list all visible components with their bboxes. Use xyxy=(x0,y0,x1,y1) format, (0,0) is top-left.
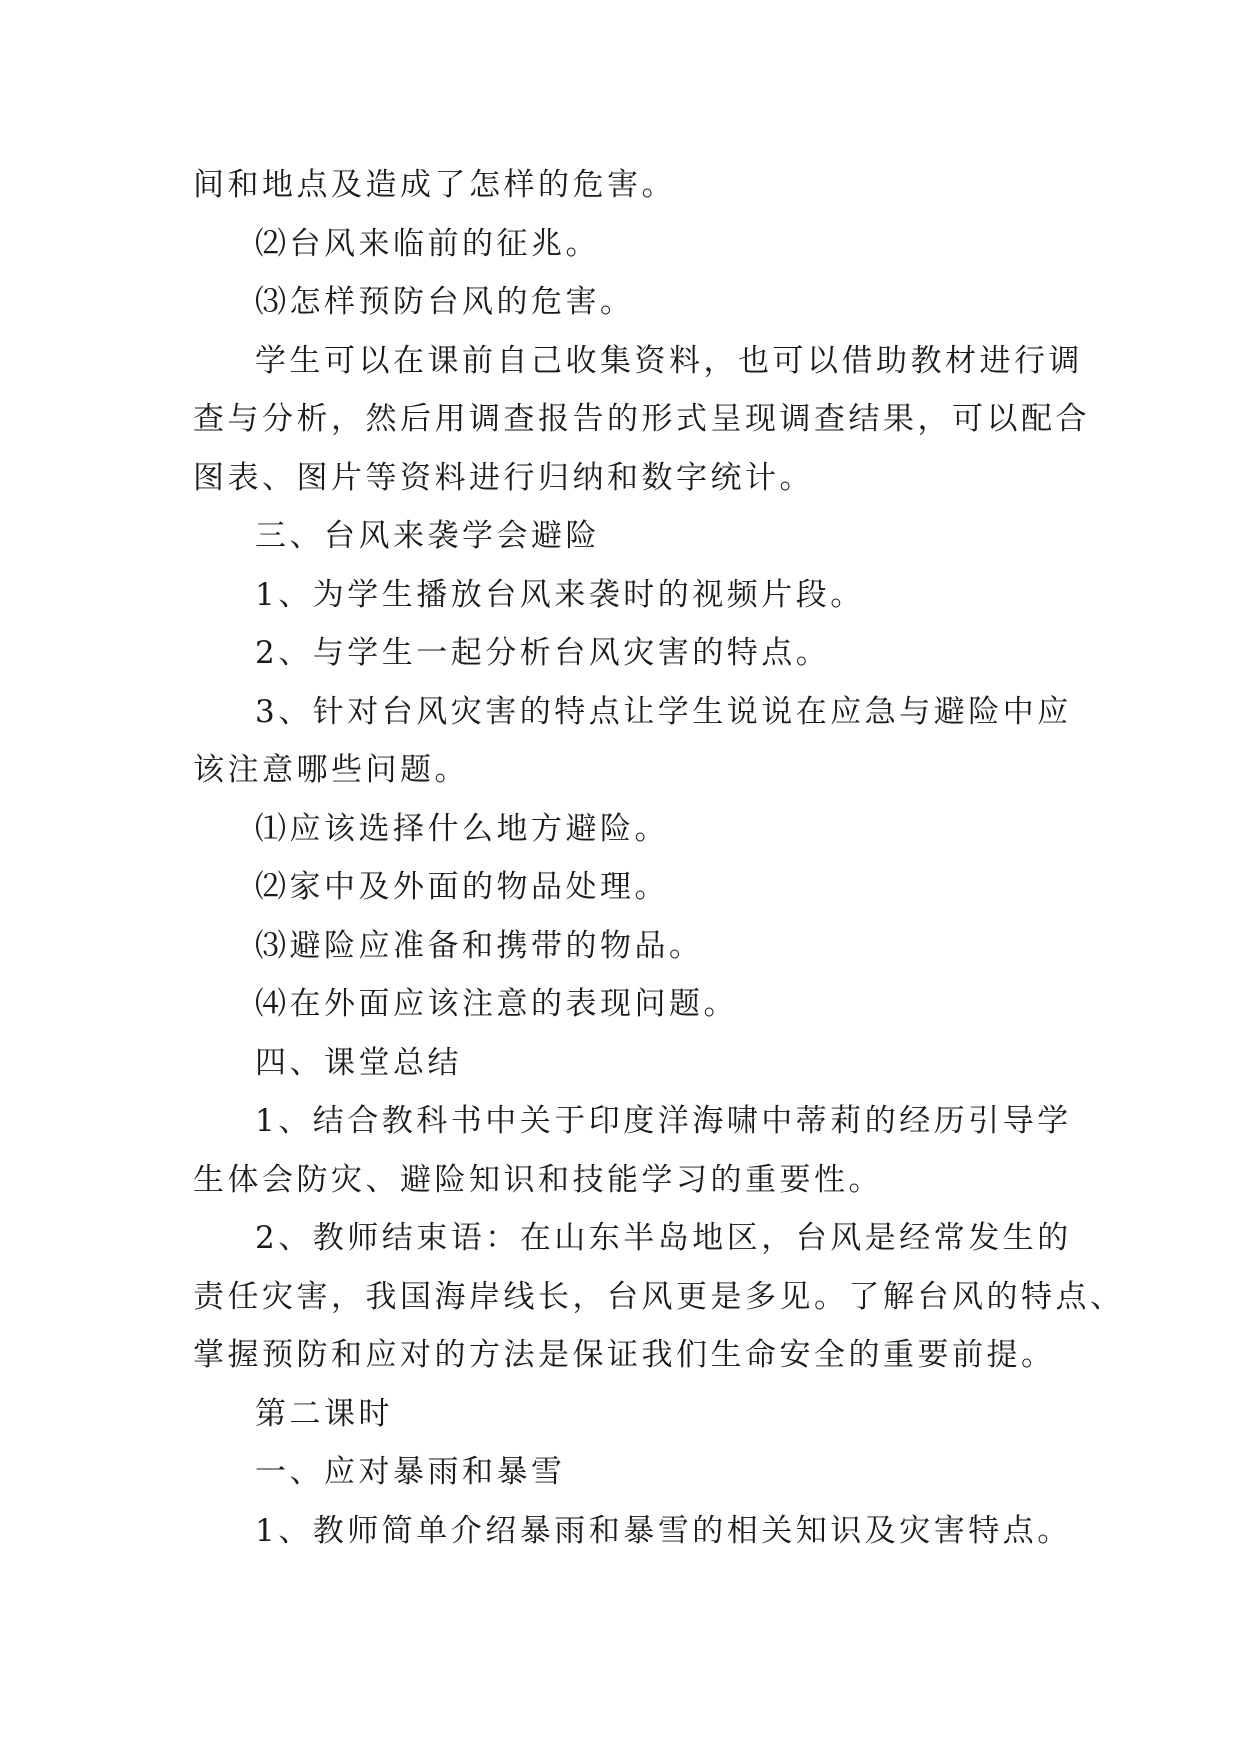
section-heading: 第二课时 xyxy=(255,1395,393,1432)
text-line: 责任灾害，我国海岸线长，台风更是多见。了解台风的特点、 xyxy=(193,1278,1125,1315)
text-line: ⑶避险应准备和携带的物品。 xyxy=(255,927,704,964)
text-line: 生体会防灾、避险知识和技能学习的重要性。 xyxy=(193,1161,883,1198)
text-line: 查与分析，然后用调查报告的形式呈现调查结果，可以配合 xyxy=(193,401,1090,437)
text-line: 掌握预防和应对的方法是保证我们生命安全的重要前提。 xyxy=(193,1337,1056,1373)
text-line: ⑵家中及外面的物品处理。 xyxy=(255,869,669,905)
text-line: 1、结合教科书中关于印度洋海啸中蒂莉的经历引导学 xyxy=(255,1103,1072,1139)
section-heading: 四、课堂总结 xyxy=(255,1044,462,1081)
text-line: 1、教师简单介绍暴雨和暴雪的相关知识及灾害特点。 xyxy=(255,1512,1072,1549)
text-line: 3、针对台风灾害的特点让学生说说在应急与避险中应 xyxy=(255,693,1072,730)
text-line: ⑶怎样预防台风的危害。 xyxy=(255,284,635,320)
text-line: ⑷在外面应该注意的表现问题。 xyxy=(255,986,738,1022)
text-line: 图表、图片等资料进行归纳和数字统计。 xyxy=(193,459,814,496)
text-line: ⑴应该选择什么地方避险。 xyxy=(255,810,669,847)
section-heading: 三、台风来袭学会避险 xyxy=(255,518,600,554)
document-body xyxy=(193,156,1125,1560)
text-line: ⑵台风来临前的征兆。 xyxy=(255,225,600,262)
section-heading: 一、应对暴雨和暴雪 xyxy=(255,1454,566,1490)
text-line: 学生可以在课前自己收集资料，也可以借助教材进行调 xyxy=(255,342,1083,379)
text-line: 间和地点及造成了怎样的危害。 xyxy=(193,167,676,203)
text-line: 该注意哪些问题。 xyxy=(193,752,469,788)
text-line: 1、为学生播放台风来袭时的视频片段。 xyxy=(255,576,865,613)
text-line: 2、与学生一起分析台风灾害的特点。 xyxy=(255,635,831,671)
text-line: 2、教师结束语：在山东半岛地区，台风是经常发生的 xyxy=(255,1220,1072,1256)
